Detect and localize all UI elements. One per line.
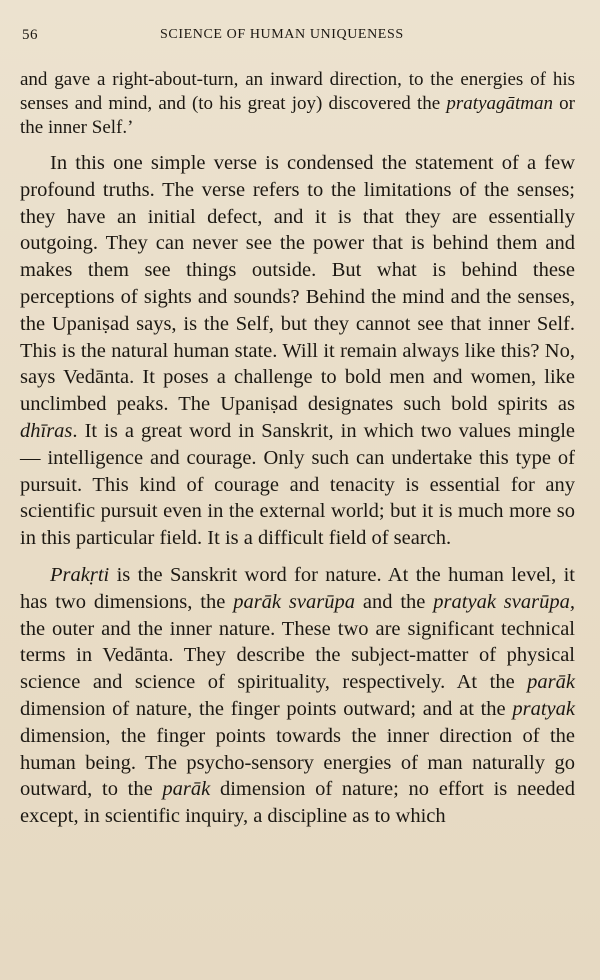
term-parak: parāk	[162, 778, 211, 801]
quote-continuation: and gave a right-about-turn, an inward direction, to the energies of his senses and mind, and (to his great joy) discovered the pratyagātman or the inner Self.’	[20, 69, 576, 138]
term-parak-svarupa: parāk svarūpa	[233, 590, 355, 613]
page-number: 56	[22, 27, 38, 43]
term-parak: parāk	[527, 671, 575, 694]
paragraph-spacer	[20, 552, 575, 562]
term-dhiras: dhīras	[20, 419, 73, 442]
term-pratyagatman: pratyagātman	[446, 93, 553, 114]
paragraph-verse-analysis: In this one simple verse is condensed the statement of a few profound truths. The verse refers to the limitations of the senses; they have an initial defect, and it is that they are essentially outgoing. They can never see the power that is behind them and makes them see things outside. But what is behind these perceptions of sights and sounds? Behind the mind and the senses, the Upaniṣad says, is the Self, but they cannot see that inner Self. This is the natural human state. Will it remain always like this? No, says Vedānta. It poses a challenge to bold men and women, like unclimbed peaks. The Upaniṣad designates such bold spirits as dhīras. It is a great word in Sanskrit, in which two values mingle — intelligence and courage. Only such can undertake this type of pursuit. This kind of courage and tenacity is essential for any scientific pursuit even in the external world; but it is much more so in this particular field. It is a difficult field of search.	[20, 152, 575, 550]
body-text	[20, 68, 575, 830]
page-header	[0, 27, 600, 51]
running-title: SCIENCE OF HUMAN UNIQUENESS	[160, 27, 404, 42]
term-pratyak-svarupa: pratyak svarūpa,	[433, 590, 575, 613]
term-pratyak: pratyak	[512, 697, 575, 720]
term-prakrti: Prakṛti	[50, 563, 110, 586]
paragraph-prakrti: Prakṛti is the Sanskrit word for nature. At the human level, it has two dimensions, the parāk svarūpa and the pratyak svarūpa, the outer and the inner nature. These two are significant technical terms in Vedānta. They describe the subject-matter of physical science and science of spirituality, respectively. At the parāk dimension of nature, the finger points outward; and at the pratyak dimension, the finger points towards the inner direction of the human being. The psycho-sensory energies of man naturally go outward, to the parāk dimension of nature; no effort is needed except, in scientific inquiry, a discipline as to which	[20, 563, 575, 828]
